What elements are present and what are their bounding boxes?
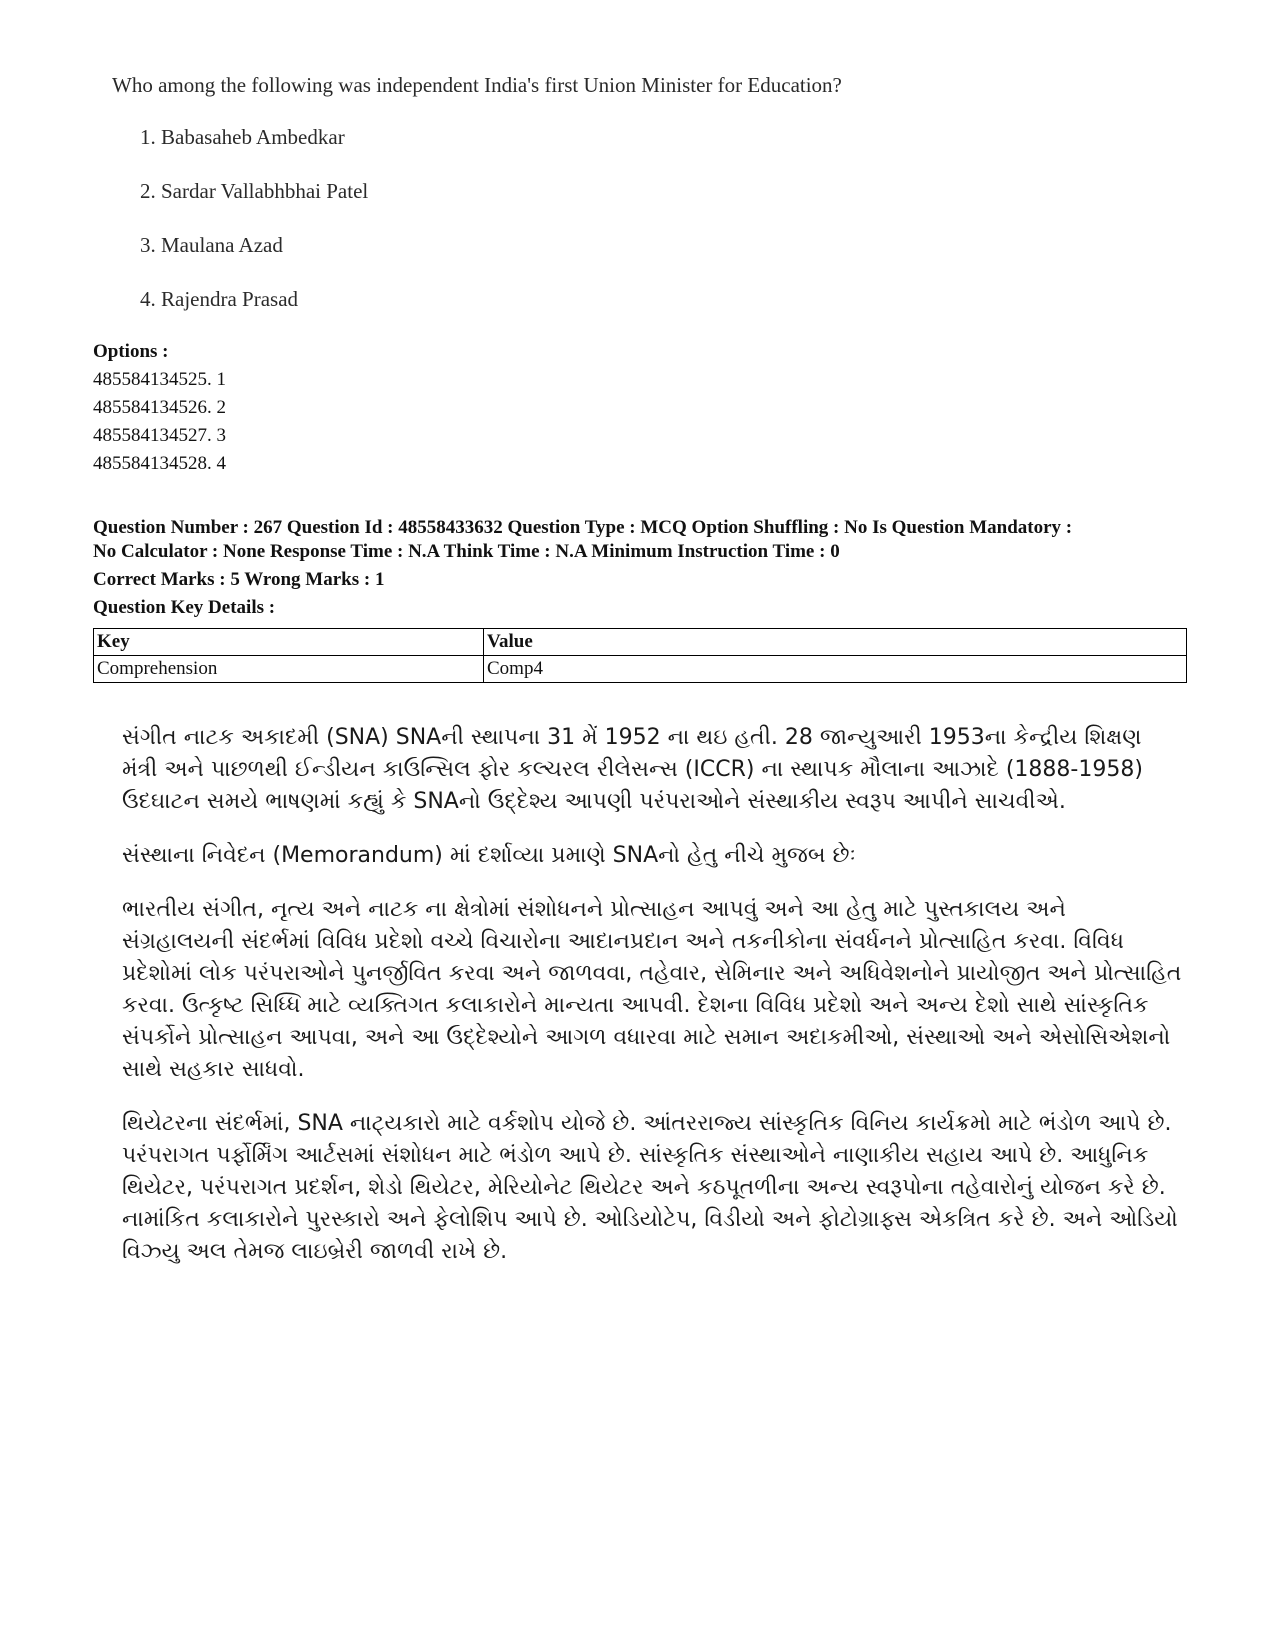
table-header-key: Key [94,629,484,656]
choice-item: 3. Maulana Azad [140,233,283,257]
option-id: 485584134527. 3 [93,425,226,446]
option-id: 485584134526. 2 [93,397,226,418]
options-block [93,338,226,478]
question-meta [93,516,1193,620]
choice-item: 4. Rajendra Prasad [140,287,299,311]
key-details-table [93,628,1187,683]
question-block [112,70,1192,338]
options-heading: Options : [93,341,169,362]
marks-line: Correct Marks : 5 Wrong Marks : 1 [93,569,385,590]
passage-paragraph: સંગીત નાટક અકાદમી (SNA) SNAની સ્થાપના 31 મેં 1952 ના થઇ હતી. 28 જાન્યુઆરી 1953ના કેન્દ્રીય શિક્ષણ મંત્રી અને પાછળથી ઈન્ડીયન કાઉન્સિલ ફોર કલ્ચરલ રીલેસન્સ (ICCR) ના સ્થાપક મૌલાના આઝાદે (1888-1958) ઉદઘાટન સમયે ભાષણમાં કહ્યું કે SNAનો ઉદ્દેશ્ય આપણી પરંપરાઓને સંસ્થાકીય સ્વરૂપ આપીને સાચવીએ. [122,725,1143,814]
question-text: Who among the following was independent India's first Union Minister for Education? [112,73,842,97]
option-id: 485584134525. 1 [93,369,226,390]
passage-paragraph: થિયેટરના સંદર્ભમાં, SNA નાટ્યકારો માટે વર્કશોપ યોજે છે. આંતરરાજ્ય સાંસ્કૃતિક વિનિય કાર્યક્રમો માટે ભંડોળ આપે છે. પરંપરાગત પર્ફોર્મિંગ આર્ટસમાં સંશોધન માટે ભંડોળ આપે છે. સાંસ્કૃતિક સંસ્થાઓને નાણાકીય સહાય આપે છે. આધુનિક થિયેટર, પરંપરાગત પ્રદર્શન, શેડો થિયેટર, મેરિયોનેટ થિયેટર અને કઠપૂતળીના અન્ય સ્વરૂપોના તહેવારોનું યોજન કરે છે. નામાંકિત કલાકારોને પુરસ્કારો અને ફેલોશિપ આપે છે. ઓડિયોટેપ, વિડીયો અને ફોટોગ્રાફ્સ એકત્રિત કરે છે. અને ઓડિયો વિઝ્યુ અલ તેમજ લાઇબ્રેરી જાળવી રાખે છે. [122,1111,1178,1264]
table-cell-key: Comprehension [94,656,484,683]
choice-item: 2. Sardar Vallabhbhai Patel [140,179,369,203]
table-header-value: Value [484,629,1187,656]
option-id: 485584134528. 4 [93,453,226,474]
passage-paragraph: ભારતીય સંગીત, નૃત્ય અને નાટક ના ક્ષેત્રોમાં સંશોધનને પ્રોત્સાહન આપવું અને આ હેતુ માટે પુસ્તકાલય અને સંગ્રહાલયની સંદર્ભમાં વિવિધ પ્રદેશો વચ્ચે વિચારોના આદાનપ્રદાન અને તકનીકોના સંવર્ધનને પ્રોત્સાહિત કરવા. વિવિધ પ્રદેશોમાં લોક પરંપરાઓને પુનર્જીવિત કરવા અને જાળવવા, તહેવાર, સેમિનાર અને અધિવેશનોને પ્રાયોજીત અને પ્રોત્સાહિત કરવા. ઉત્કૃષ્ટ સિધ્ધિ માટે વ્યક્તિગત કલાકારોને માન્યતા આપવી. દેશના વિવિધ પ્રદેશો અને અન્ય દેશો સાથે સાંસ્કૃતિક સંપર્કોને પ્રોત્સાહન આપવા, અને આ ઉદ્દેશ્યોને આગળ વધારવા માટે સમાન અદાકમીઓ, સંસ્થાઓ અને એસોસિએશનો સાથે સહકાર સાધવો. [122,897,1182,1082]
question-meta-line: Question Number : 267 Question Id : 48558433632 Question Type : MCQ Option Shuffling : No Is Question Mandatory : [93,517,1073,538]
table-header-row [94,629,1187,656]
passage-paragraph: સંસ્થાના નિવેદન (Memorandum) માં દર્શાવ્યા પ્રમાણે SNAનો હેતુ નીચે મુજબ છેઃ [122,843,856,868]
choice-list [112,122,1192,338]
question-meta-line: No Calculator : None Response Time : N.A Think Time : N.A Minimum Instruction Time : 0 [93,541,840,562]
table-cell-value: Comp4 [484,656,1187,683]
table-row [94,656,1187,683]
comprehension-passage [122,722,1182,1290]
choice-item: 1. Babasaheb Ambedkar [140,125,345,149]
key-details-heading: Question Key Details : [93,597,276,618]
